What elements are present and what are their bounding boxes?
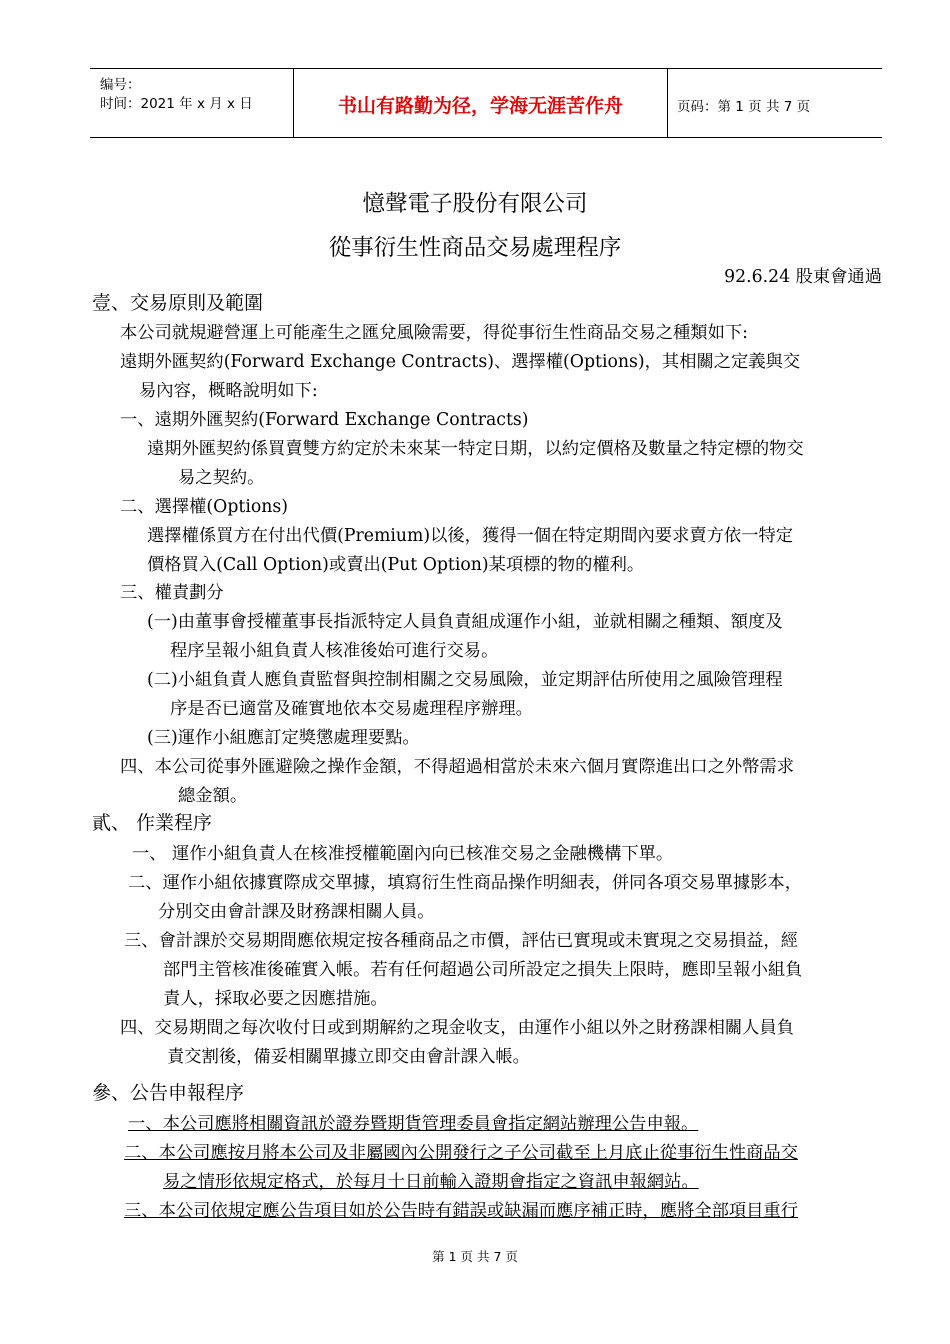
paragraph-line: 價格買入(Call Option)或賣出(Put Option)某項標的物的權利。 xyxy=(147,555,645,575)
header-table xyxy=(90,68,882,138)
section-heading: 參、公告申報程序 xyxy=(92,1082,245,1104)
list-item: 二、運作小組依據實際成交單據，填寫衍生性商品操作明細表，併同各項交易單據影本， xyxy=(128,873,802,893)
paragraph-line: 易內容，概略說明如下: xyxy=(139,381,318,401)
paragraph-line: 遠期外匯契約係買賣雙方約定於未來某一特定日期，以約定價格及數量之特定標的物交 xyxy=(147,439,804,459)
list-item: 一、 運作小組負責人在核准授權範圍內向已核准交易之金融機構下單。 xyxy=(132,844,674,864)
section-heading: 貳、 作業程序 xyxy=(92,812,213,834)
page-label: 页码：第 1 页 共 7 页 xyxy=(677,99,811,115)
list-item: 二、本公司應按月將本公司及非屬國內公開發行之子公司截至上月底止從事衍生性商品交 xyxy=(124,1143,798,1163)
paragraph-line: 分別交由會計課及財務課相關人員。 xyxy=(158,902,435,922)
paragraph-line: 遠期外匯契約(Forward Exchange Contracts)、選擇權(Options)，其相關之定義與交 xyxy=(120,352,801,372)
list-item: (一)由董事會授權董事長指派特定人員負責組成運作小組，並就相關之種類、額度及 xyxy=(147,612,783,632)
header-motto-cell xyxy=(293,69,668,137)
subsection-heading: 一、遠期外匯契約(Forward Exchange Contracts) xyxy=(120,410,529,430)
company-name: 憶聲電子股份有限公司 xyxy=(362,191,588,217)
paragraph-line: 選擇權係買方在付出代價(Premium)以後，獲得一個在特定期間內要求賣方依一特定 xyxy=(147,526,794,546)
list-item: 三、會計課於交易期間應依規定按各種商品之市價，評估已實現或未實現之交易損益，經 xyxy=(124,931,798,951)
paragraph-line: 部門主管核准後確實入帳。若有任何超過公司所設定之損失上限時，應即呈報小組負 xyxy=(163,960,803,980)
list-item: (二)小組負責人應負責監督與控制相關之交易風險，並定期評估所使用之風險管理程 xyxy=(147,670,783,690)
paragraph-line: 總金額。 xyxy=(178,786,248,806)
list-item: 一、本公司應將相關資訊於證券暨期貨管理委員會指定網站辦理公告申報。 xyxy=(128,1114,699,1134)
page-footer: 第 1 页 共 7 页 xyxy=(432,1249,518,1264)
time-label: 时间：2021 年 x 月 x 日 xyxy=(100,96,253,112)
paragraph-line: 程序呈報小組負責人核准後始可進行交易。 xyxy=(170,641,499,661)
paragraph-line: 責交割後，備妥相關單據立即交由會計課入帳。 xyxy=(167,1047,530,1067)
paragraph-line: 責人，採取必要之因應措施。 xyxy=(163,989,388,1009)
list-item: 三、本公司依規定應公告項目如於公告時有錯誤或缺漏而應序補正時，應將全部項目重行 xyxy=(124,1201,798,1221)
list-item: 四、交易期間之每次收付日或到期解約之現金收支，由運作小組以外之財務課相關人員負 xyxy=(120,1018,794,1038)
subsection-heading: 二、選擇權(Options) xyxy=(120,497,288,517)
list-item: 四、本公司從事外匯避險之操作金額，不得超過相當於未來六個月實際進出口之外幣需求 xyxy=(120,757,794,777)
header-info-cell xyxy=(90,69,293,137)
number-label: 编号： xyxy=(100,77,141,93)
approval-note: 92.6.24 股東會通過 xyxy=(724,267,882,287)
motto: 书山有路勤为径，学海无涯苦作舟 xyxy=(337,95,623,117)
document-title: 從事衍生性商品交易處理程序 xyxy=(328,235,622,261)
paragraph-line: 易之情形依規定格式，於每月十日前輸入證期會指定之資訊申報網站。 xyxy=(163,1172,699,1192)
paragraph-line: 易之契約。 xyxy=(178,468,265,488)
paragraph-line: 序是否已適當及確實地依本交易處理程序辦理。 xyxy=(170,699,533,719)
paragraph-line: 本公司就規避營運上可能產生之匯兌風險需要，得從事衍生性商品交易之種類如下: xyxy=(120,323,748,343)
subsection-heading: 三、權責劃分 xyxy=(120,583,224,603)
list-item: (三)運作小組應訂定獎懲處理要點。 xyxy=(147,728,420,748)
section-heading: 壹、交易原則及範圍 xyxy=(92,292,264,314)
header-page-cell xyxy=(667,69,882,137)
